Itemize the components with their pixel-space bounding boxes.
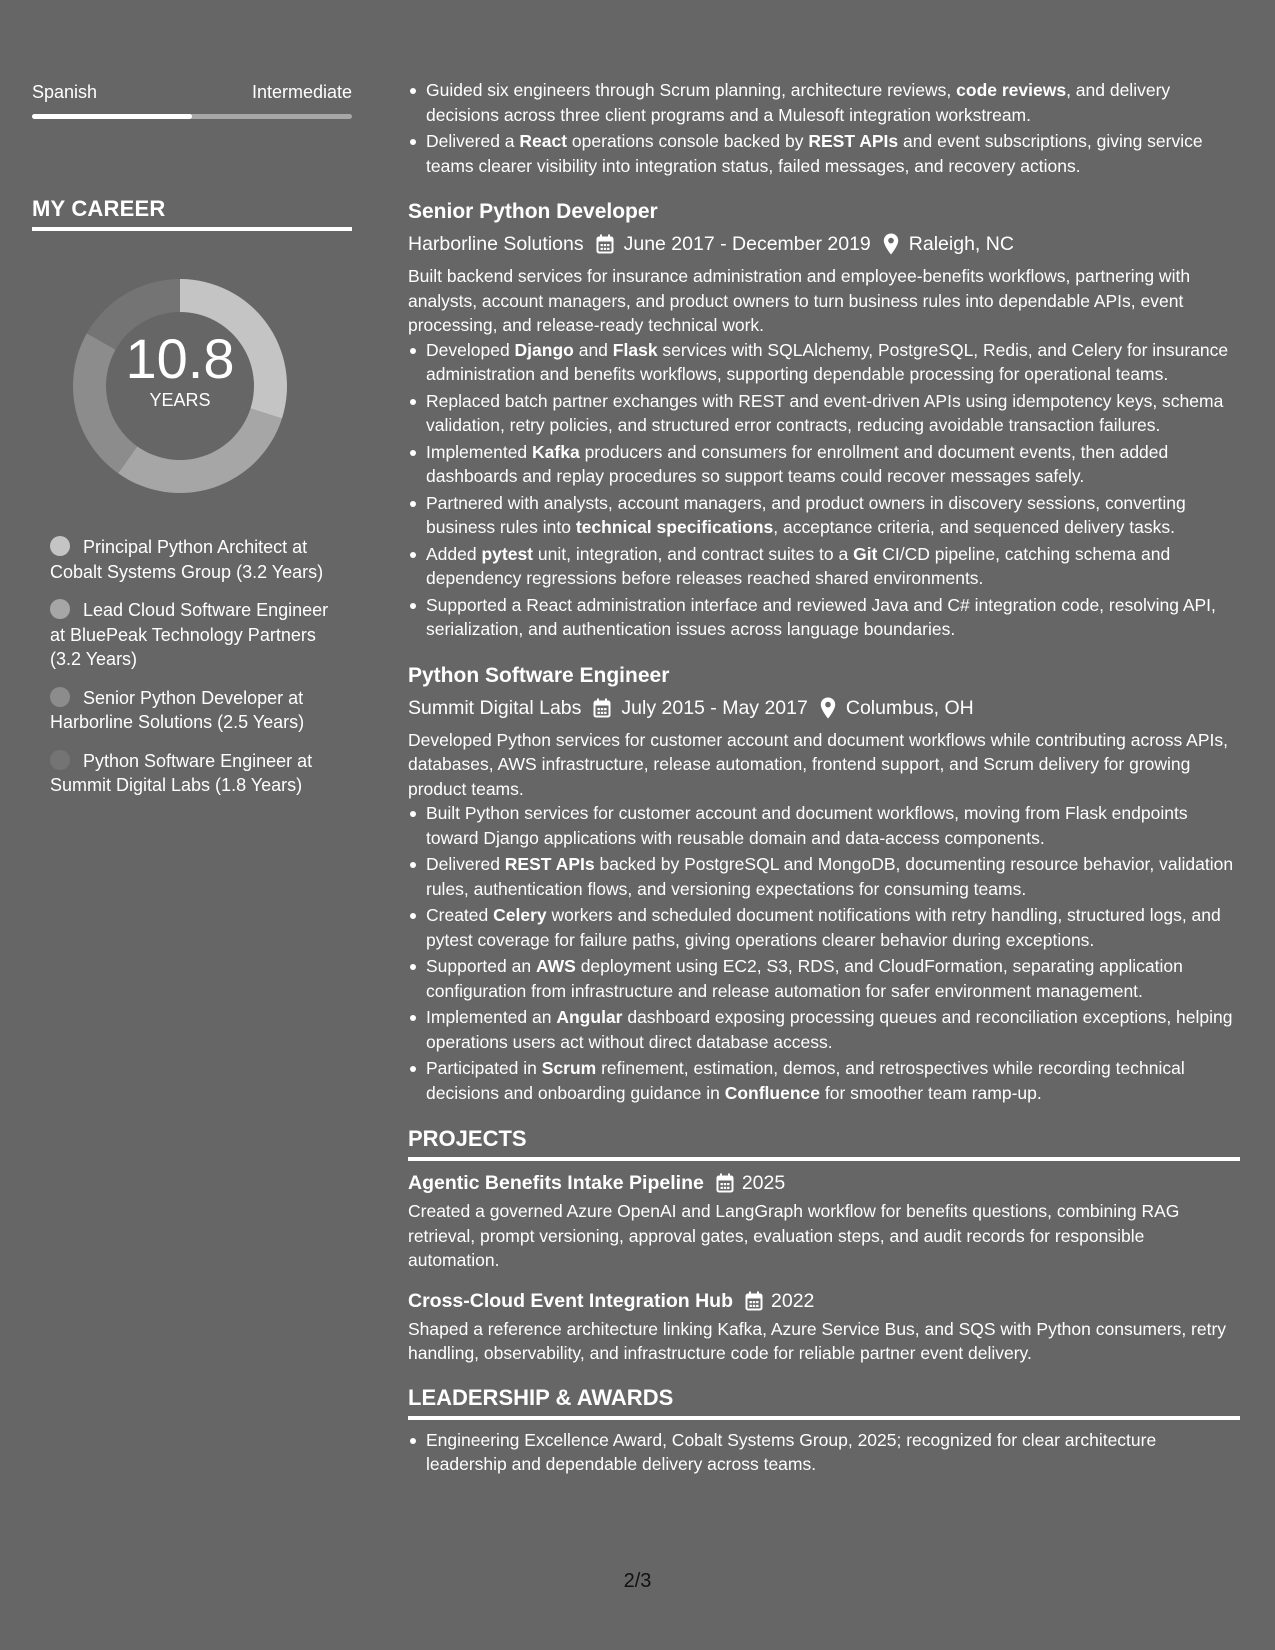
- bullet-text: workers and scheduled document notifications with retry handling, structured logs, and pytest coverage for failure paths, giving operations clearer behavior during exceptions.: [426, 905, 1221, 950]
- award-item: Engineering Excellence Award, Cobalt Systems Group, 2025; recognized for clear architecture leadership and dependable delivery across teams.: [426, 1428, 1240, 1477]
- bullet-text: Created: [426, 905, 494, 925]
- job-bullets: [408, 801, 1240, 1105]
- bullet-text: unit, integration, and contract suites to a: [533, 543, 854, 564]
- project-year: 2025: [741, 1172, 786, 1194]
- career-legend: [50, 535, 340, 812]
- calendar-icon: [596, 234, 614, 254]
- project-title-row: [408, 1287, 1240, 1315]
- job-summary: Built backend services for insurance administration and employee-benefits workflows, partnering with analysts, account managers, and product owners to turn business rules into dependable APIs, event processing, and release-ready technical work.: [408, 266, 1191, 335]
- bullet-text: deployment using EC2, S3, RDS, and CloudFormation, separating application configuration from infrastructure and release automation for safer environment management.: [426, 956, 1183, 1001]
- bullet-text: producers and consumers for enrollment and document events, then added dashboards and replay procedures so support teams could recover messages safely.: [426, 441, 1169, 486]
- bullet-item: [426, 1005, 1240, 1054]
- bullet-keyword: REST APIs: [808, 131, 899, 151]
- bullet-text: for smoother team ramp-up.: [820, 1082, 1042, 1103]
- bullet-keyword: Confluence: [724, 1082, 820, 1103]
- career-legend-label: Lead Cloud Software Engineer at BluePeak Technology Partners (3.2 Years): [50, 600, 329, 669]
- career-legend-item: [50, 749, 340, 798]
- project-item: [408, 1169, 1240, 1273]
- language-level: Intermediate: [251, 82, 352, 102]
- bullet-keyword: pytest: [481, 543, 534, 564]
- calendar-icon: [745, 1291, 763, 1311]
- project-title-row: [408, 1169, 1240, 1197]
- bullet-text: Supported a React administration interface and reviewed Java and C# integration code, resolving API, serialization, and authentication issues across language boundaries.: [426, 594, 1216, 639]
- bullet-text: Delivered a: [426, 131, 520, 151]
- language-name: Spanish: [32, 82, 98, 102]
- career-donut-segment-2: [118, 408, 282, 493]
- career-legend-label: Senior Python Developer at Harborline Solutions (2.5 Years): [50, 687, 305, 732]
- bullet-text: Supported an: [426, 956, 536, 976]
- career-legend-item: [50, 686, 340, 735]
- career-total-years: 10.8: [125, 327, 235, 390]
- legend-dot-icon: [50, 750, 70, 770]
- language-proficiency-fill: [32, 114, 192, 119]
- bullet-text: Participated in: [426, 1058, 542, 1078]
- language-row: [32, 82, 352, 106]
- bullet-item: [426, 542, 1240, 591]
- bullet-keyword: Celery: [493, 905, 547, 925]
- job-summary: Developed Python services for customer account and document workflows while contributing across APIs, databases, AWS infrastructure, release automation, frontend support, and Scrum delivery for growing product teams.: [408, 729, 1228, 799]
- experience-list: [408, 198, 1240, 1105]
- bullet-item: [426, 1056, 1240, 1105]
- project-description: Shaped a reference architecture linking Kafka, Azure Service Bus, and SQS with Python consumers, retry handling, observability, and infrastructure code for reliable partner event delivery.: [408, 1318, 1227, 1363]
- project-name: Agentic Benefits Intake Pipeline: [408, 1172, 704, 1194]
- bullet-text: Developed: [426, 339, 515, 360]
- bullet-text: CI/CD pipeline, catching schema and dependency regressions before releases reached shared environments.: [426, 543, 1171, 588]
- career-donut-chart: [66, 272, 294, 500]
- language-proficiency-bar: [32, 114, 352, 119]
- career-legend-item: [50, 535, 340, 584]
- career-legend-item: [50, 598, 340, 672]
- project-name: Cross-Cloud Event Integration Hub: [408, 1289, 734, 1312]
- bullet-keyword: code reviews: [956, 80, 1067, 100]
- job-entry: [408, 198, 1240, 642]
- bullet-keyword: Scrum: [541, 1058, 597, 1078]
- job-company: Harborline Solutions: [408, 233, 584, 255]
- job-meta: [408, 230, 1240, 258]
- bullet-item: [426, 129, 1240, 178]
- bullet-text: backed by PostgreSQL and MongoDB, documenting resource behavior, validation rules, authentication flows, and versioning expectations for consuming teams.: [426, 854, 1234, 899]
- bullet-text: Added: [426, 543, 482, 564]
- calendar-icon: [593, 698, 611, 718]
- awards-heading: LEADERSHIP & AWARDS: [408, 1384, 674, 1410]
- bullet-text: Partnered with analysts, account managers, and product owners in discovery sessions, converting business rules into: [426, 492, 1186, 537]
- bullet-text: operations console backed by: [567, 131, 809, 151]
- bullet-keyword: Git: [853, 543, 878, 564]
- awards-divider: [408, 1416, 1240, 1420]
- job-bullets: [408, 338, 1240, 642]
- projects-section: [408, 1125, 1240, 1366]
- bullet-text: Implemented: [426, 441, 533, 462]
- bullet-keyword: React: [519, 131, 568, 151]
- bullet-keyword: Flask: [612, 339, 658, 360]
- bullet-text: Delivered: [426, 854, 505, 874]
- bullet-text: Built Python services for customer account and document workflows, moving from Flask endpoints toward Django applications with reusable domain and data-access components.: [426, 803, 1188, 848]
- bullet-item: [426, 903, 1240, 952]
- career-legend-label: Principal Python Architect at Cobalt Systems Group (3.2 Years): [50, 537, 324, 582]
- bullet-text: , and delivery decisions across three client programs and a Mulesoft integration workstream.: [426, 80, 1171, 125]
- job-entry: [408, 662, 1240, 1106]
- bullet-item: [426, 491, 1240, 540]
- career-divider: [32, 227, 352, 231]
- job-company: Summit Digital Labs: [408, 696, 582, 719]
- previous-job-bullets: [408, 78, 1240, 178]
- calendar-icon: [716, 1173, 734, 1193]
- bullet-text: Guided six engineers through Scrum planning, architecture reviews,: [426, 80, 957, 100]
- job-location: Raleigh, NC: [908, 233, 1014, 255]
- job-location: Columbus, OH: [845, 696, 974, 719]
- career-legend-label: Python Software Engineer at Summit Digital Labs (1.8 Years): [50, 750, 313, 795]
- project-description: Created a governed Azure OpenAI and LangGraph workflow for benefits questions, combining RAG retrieval, prompt versioning, approval gates, evaluation steps, and audit records for responsible automation.: [408, 1201, 1180, 1270]
- location-pin-icon: [883, 233, 899, 255]
- project-item: [408, 1287, 1240, 1366]
- projects-divider: [408, 1157, 1240, 1161]
- bullet-text: Implemented an: [426, 1007, 557, 1027]
- page-number: 2/3: [623, 1570, 652, 1592]
- legend-dot-icon: [50, 536, 70, 556]
- bullet-keyword: Angular: [556, 1007, 623, 1027]
- bullet-text: , acceptance criteria, and sequenced delivery tasks.: [773, 517, 1175, 537]
- job-dates: July 2015 - May 2017: [621, 696, 808, 719]
- job-meta: [408, 694, 1240, 722]
- project-year: 2022: [771, 1289, 815, 1312]
- legend-dot-icon: [50, 687, 70, 707]
- bullet-keyword: Django: [514, 339, 574, 360]
- bullet-text: refinement, estimation, demos, and retrospectives while recording technical decisions and onboarding guidance in: [426, 1058, 1185, 1103]
- bullet-item: [426, 338, 1240, 387]
- projects-list: [408, 1169, 1240, 1366]
- bullet-item: [426, 801, 1240, 850]
- career-years-unit: YEARS: [149, 390, 211, 410]
- job-dates: June 2017 - December 2019: [623, 233, 871, 255]
- bullet-keyword: AWS: [535, 956, 576, 976]
- bullet-item: [426, 78, 1240, 127]
- bullet-item: [426, 954, 1240, 1003]
- location-pin-icon: [820, 697, 836, 719]
- projects-heading: PROJECTS: [408, 1126, 527, 1151]
- bullet-item: [426, 852, 1240, 901]
- awards-section: [408, 1384, 1240, 1477]
- bullet-item: [426, 389, 1240, 438]
- bullet-text: and event subscriptions, giving service teams clearer visibility into integration status, failed messages, and recovery actions.: [426, 131, 1203, 176]
- bullet-text: Replaced batch partner exchanges with REST and event-driven APIs using idempotency keys, schema validation, retry policies, and structured error contracts, reducing avoidable transaction failures.: [426, 390, 1224, 435]
- awards-list: [408, 1428, 1240, 1477]
- job-title: Python Software Engineer: [408, 663, 670, 687]
- bullet-text: and: [573, 339, 613, 360]
- bullet-keyword: REST APIs: [504, 854, 595, 874]
- main-content: [408, 78, 1240, 1479]
- bullet-item: [426, 440, 1240, 489]
- bullet-item: [426, 593, 1240, 642]
- bullet-text: services with SQLAlchemy, PostgreSQL, Redis, and Celery for insurance administration and benefits workflows, supporting dependable processing for operational teams.: [426, 339, 1229, 384]
- bullet-keyword: Kafka: [532, 441, 580, 462]
- career-heading: MY CAREER: [32, 196, 166, 221]
- legend-dot-icon: [50, 599, 70, 619]
- job-title: Senior Python Developer: [408, 200, 658, 223]
- bullet-text: dashboard exposing processing queues and reconciliation exceptions, helping operations users act without direct database access.: [426, 1007, 1233, 1052]
- bullet-keyword: technical specifications: [575, 517, 774, 537]
